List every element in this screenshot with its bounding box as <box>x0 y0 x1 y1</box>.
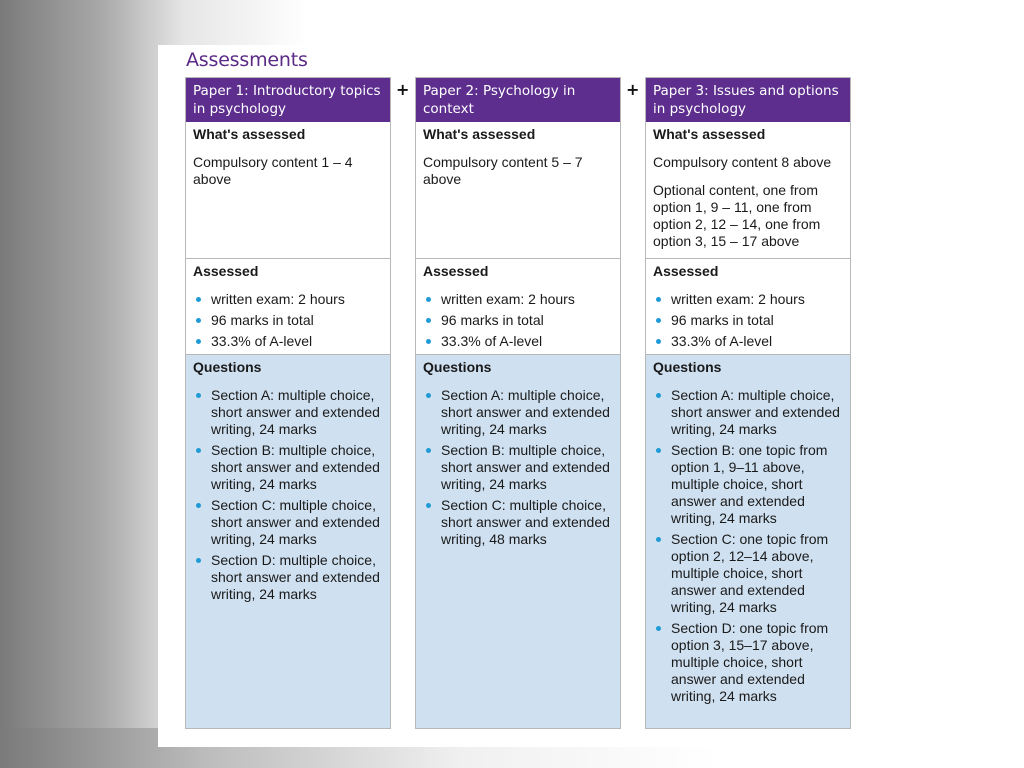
list-item: written exam: 2 hours <box>423 291 614 308</box>
paper-1-column <box>185 77 391 729</box>
bullet-icon <box>196 339 201 344</box>
bullet-icon <box>656 448 661 453</box>
whats-assessed-heading: What's assessed <box>193 126 306 142</box>
assessed-heading: Assessed <box>423 263 489 279</box>
list-item: 33.3% of A-level <box>653 333 844 350</box>
list-item: Section B: multiple choice, short answer and extended writing, 24 marks <box>193 442 384 493</box>
list-item: 96 marks in total <box>193 312 384 329</box>
list-item: 33.3% of A-level <box>423 333 614 350</box>
assessed-section <box>646 259 850 355</box>
bullet-icon <box>656 318 661 323</box>
whats-assessed-text: Compulsory content 1 – 4 above <box>193 154 353 187</box>
assessed-heading: Assessed <box>653 263 719 279</box>
list-item: 96 marks in total <box>653 312 844 329</box>
bullet-icon <box>656 297 661 302</box>
bullet-icon <box>426 448 431 453</box>
bullet-icon <box>426 393 431 398</box>
list-item: written exam: 2 hours <box>193 291 384 308</box>
whats-assessed-section <box>416 122 620 259</box>
bullet-icon <box>196 393 201 398</box>
paper-3-column <box>645 77 851 729</box>
whats-assessed-text: Compulsory content 5 – 7 above <box>423 154 583 187</box>
bullet-icon <box>196 318 201 323</box>
questions-section <box>646 355 850 728</box>
bullet-icon <box>196 448 201 453</box>
bullet-icon <box>426 503 431 508</box>
list-item: Section A: multiple choice, short answer and extended writing, 24 marks <box>423 387 614 438</box>
bullet-icon <box>426 339 431 344</box>
whats-assessed-heading: What's assessed <box>423 126 536 142</box>
bullet-icon <box>656 339 661 344</box>
list-item: 96 marks in total <box>423 312 614 329</box>
whats-assessed-text: Compulsory content 8 above <box>653 154 832 170</box>
bullet-icon <box>656 537 661 542</box>
list-item: Section C: one topic from option 2, 12–14 above, multiple choice, short answer and extended writing, 24 marks <box>653 531 844 616</box>
list-item: Section A: multiple choice, short answer and extended writing, 24 marks <box>653 387 844 438</box>
list-item: Section C: multiple choice, short answer and extended writing, 24 marks <box>193 497 384 548</box>
whats-assessed-heading: What's assessed <box>653 126 766 142</box>
page-title: Assessments <box>186 49 308 71</box>
questions-section <box>416 355 620 728</box>
assessments-sheet <box>158 45 884 747</box>
questions-section <box>186 355 390 728</box>
plus-icon: + <box>396 80 410 99</box>
list-item: written exam: 2 hours <box>653 291 844 308</box>
assessed-section <box>416 259 620 355</box>
whats-assessed-section <box>186 122 390 259</box>
paper-3-header: Paper 3: Issues and options in psychology <box>646 78 850 122</box>
paper-2-column <box>415 77 621 729</box>
list-item: 33.3% of A-level <box>193 333 384 350</box>
bullet-icon <box>656 393 661 398</box>
list-item: Section C: multiple choice, short answer and extended writing, 48 marks <box>423 497 614 548</box>
list-item: Section B: multiple choice, short answer and extended writing, 24 marks <box>423 442 614 493</box>
plus-icon: + <box>626 80 640 99</box>
list-item: Section D: one topic from option 3, 15–17 above, multiple choice, short answer and extended writing, 24 marks <box>653 620 844 705</box>
paper-2-header: Paper 2: Psychology in context <box>416 78 620 122</box>
questions-heading: Questions <box>423 359 492 375</box>
bullet-icon <box>656 626 661 631</box>
bullet-icon <box>426 297 431 302</box>
bullet-icon <box>426 318 431 323</box>
bullet-icon <box>196 503 201 508</box>
questions-heading: Questions <box>653 359 722 375</box>
bullet-icon <box>196 297 201 302</box>
assessed-section <box>186 259 390 355</box>
list-item: Section D: multiple choice, short answer and extended writing, 24 marks <box>193 552 384 603</box>
list-item: Section B: one topic from option 1, 9–11 above, multiple choice, short answer and extended writing, 24 marks <box>653 442 844 527</box>
list-item: Section A: multiple choice, short answer and extended writing, 24 marks <box>193 387 384 438</box>
paper-1-header: Paper 1: Introductory topics in psychology <box>186 78 390 122</box>
questions-heading: Questions <box>193 359 262 375</box>
bullet-icon <box>196 558 201 563</box>
whats-assessed-section <box>646 122 850 259</box>
assessed-heading: Assessed <box>193 263 259 279</box>
whats-assessed-text: Optional content, one from option 1, 9 – 11, one from option 2, 12 – 14, one from option 3, 15 – 17 above <box>653 182 821 249</box>
